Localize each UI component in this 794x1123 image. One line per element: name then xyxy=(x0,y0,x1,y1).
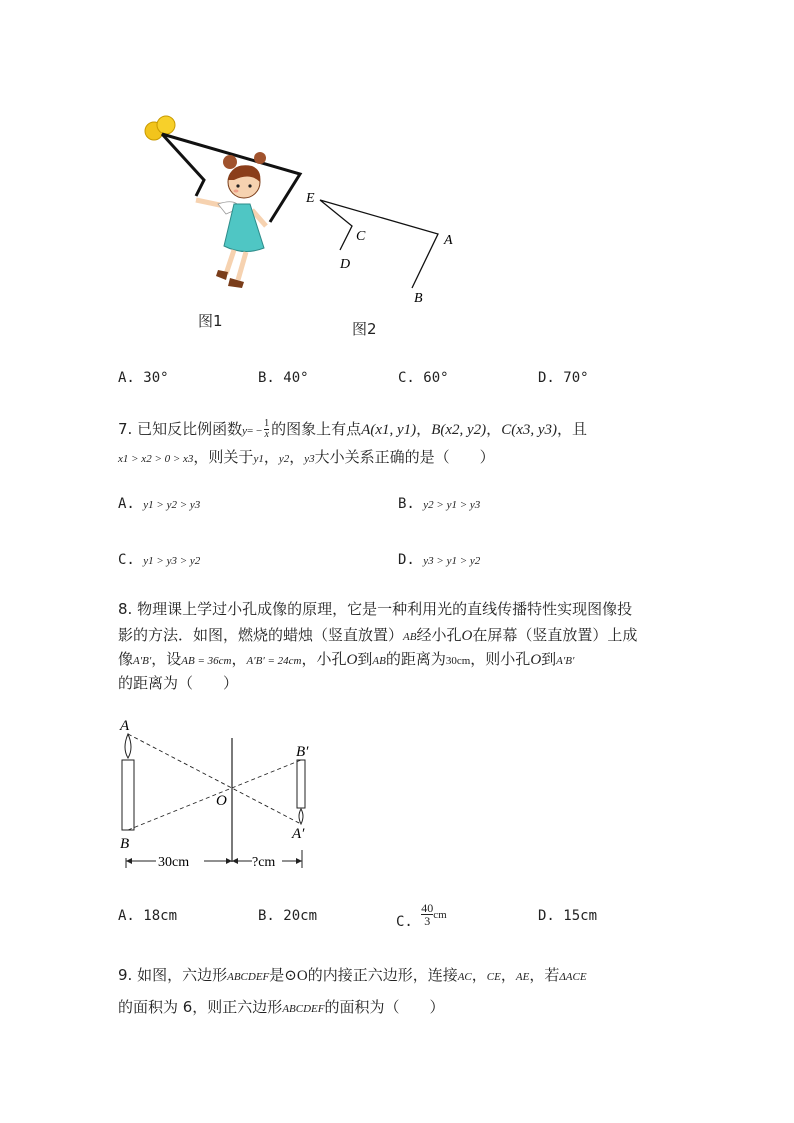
dim-unknown: ?cm xyxy=(252,855,276,870)
fig-label-O: O xyxy=(216,793,227,809)
label-B: B xyxy=(414,291,423,306)
q8-line2: 影的方法．如图，燃烧的蜡烛（竖直放置）AB经小孔O在屏幕（竖直放置）上成 xyxy=(118,626,638,644)
figure1-caption: 图1 xyxy=(198,312,223,330)
fig-label-Bp: B′ xyxy=(296,744,309,760)
q8-option-c[interactable]: C. $\frac{40}{3}$ $_{cm}$ xyxy=(396,901,447,930)
q8-option-d[interactable]: D. 15cm xyxy=(538,908,598,924)
image-candle-icon xyxy=(297,760,305,808)
q7-option-c[interactable]: C. y1 > y3 > y2 xyxy=(118,552,201,568)
q7-number: 7. xyxy=(118,420,133,438)
fig-label-A: A xyxy=(120,718,130,734)
candle-icon xyxy=(122,760,134,830)
q6-option-c[interactable]: C. 60° xyxy=(398,370,449,386)
balloon-icon xyxy=(157,116,175,134)
q6-option-d[interactable]: D. 70° xyxy=(538,370,589,386)
q8-c-fraction: $\frac{40}{3}$ xyxy=(421,901,434,928)
q8-pinhole-figure xyxy=(112,712,322,872)
dim-30cm: 30cm xyxy=(158,855,190,870)
q7-fraction: $\frac{1}{x}$ xyxy=(264,418,270,440)
label-D: D xyxy=(340,257,351,272)
q8-line4: 的距离为（ ） xyxy=(118,674,239,692)
flame-icon xyxy=(125,734,131,758)
q6-option-b[interactable]: B. 40° xyxy=(258,370,309,386)
q7-line2: x1 > x2 > 0 > x3，则关于y1，y2，y3大小关系正确的是（ ） xyxy=(118,448,495,466)
label-A: A xyxy=(444,233,453,248)
q8-line3: 像A′B′，设AB = 36cm，A′B′ = 24cm，小孔O到AB的距离为30cm，则小孔O到A′B′ xyxy=(118,650,575,668)
fig-label-Ap: A′ xyxy=(292,826,305,842)
q9-line1: 9. 如图，六边形ABCDEF是⊙O的内接正六边形，连接AC，CE，AE，若ΔACE xyxy=(118,966,587,984)
q8-option-a[interactable]: A. 18cm xyxy=(118,908,178,924)
image-flame-icon xyxy=(299,809,303,824)
q8-option-b[interactable]: B. 20cm xyxy=(258,908,318,924)
label-E: E xyxy=(306,191,315,206)
ray xyxy=(128,760,301,830)
q9-line2: 的面积为 6，则正六边形ABCDEF的面积为（ ） xyxy=(118,998,445,1016)
figure2-lines xyxy=(320,200,438,288)
fig-label-B: B xyxy=(120,836,130,852)
ray xyxy=(128,734,301,824)
q7-option-a[interactable]: A. y1 > y2 > y3 xyxy=(118,496,201,512)
q8-line1: 8. 物理课上学过小孔成像的原理，它是一种利用光的直线传播特性实现图像投 xyxy=(118,600,633,618)
q6-option-a[interactable]: A. 30° xyxy=(118,370,169,386)
figure2-caption: 图2 xyxy=(352,320,377,338)
q7-option-b[interactable]: B. y2 > y1 > y3 xyxy=(398,496,481,512)
q7-option-d[interactable]: D. y3 > y1 > y2 xyxy=(398,552,481,568)
label-C: C xyxy=(356,229,366,244)
q7-line1: 7. 已知反比例函数y= − $\frac{1}{x}$ 的图象上有点A(x1, y1)，B(x2, y2)，C(x3, y3)，且 xyxy=(118,418,588,440)
figure-kite xyxy=(140,110,480,310)
girl-illustration xyxy=(196,152,266,288)
